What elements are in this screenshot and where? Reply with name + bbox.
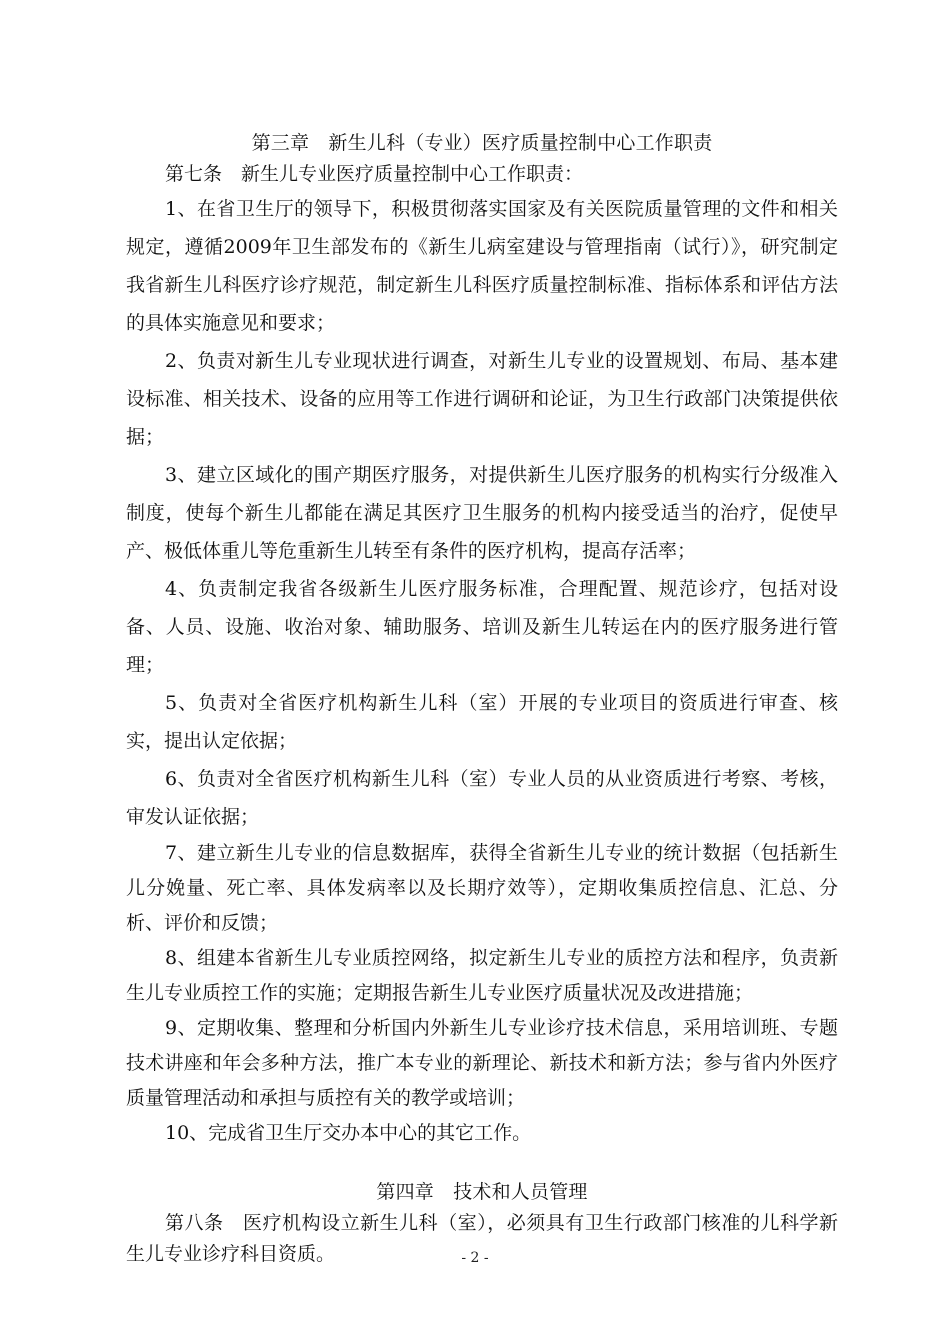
chapter-4-heading: 第四章 技术和人员管理 [376,1181,588,1203]
page-content [126,128,838,1270]
duty-item-7: 7、建立新生儿专业的信息数据库，获得全省新生儿专业的统计数据（包括新生儿分娩量、死亡率、具体发病率以及长期疗效等），定期收集质控信息、汇总、分析、评价和反馈； [126,842,838,934]
duty-item-5: 5、负责对全省医疗机构新生儿科（室）开展的专业项目的资质进行审查、核实，提出认定依据； [126,692,838,752]
duty-item-1: 1、在省卫生厅的领导下，积极贯彻落实国家及有关医院质量管理的文件和相关规定，遵循2009年卫生部发布的《新生儿病室建设与管理指南（试行）》，研究制定我省新生儿科医疗诊疗规范，制定新生儿科医疗质量控制标准、指标体系和评估方法的具体实施意见和要求； [126,198,838,334]
page-number: - 2 - [461,1250,489,1266]
chapter-3-heading: 第三章 新生儿科（专业）医疗质量控制中心工作职责 [251,132,713,154]
duty-item-6: 6、负责对全省医疗机构新生儿科（室）专业人员的从业资质进行考察、考核，审发认证依据； [126,768,838,828]
duty-item-8: 8、组建本省新生儿专业质控网络，拟定新生儿专业的质控方法和程序，负责新生儿专业质控工作的实施；定期报告新生儿专业医疗质量状况及改进措施； [126,947,838,1004]
duty-item-10: 10、完成省卫生厅交办本中心的其它工作。 [165,1122,532,1144]
article-8-text: 第八条 医疗机构设立新生儿科（室），必须具有卫生行政部门核准的儿科学新生儿专业诊疗科目资质。 [126,1212,838,1265]
section-spacer [126,1151,838,1177]
duty-item-2: 2、负责对新生儿专业现状进行调查，对新生儿专业的设置规划、布局、基本建设标准、相关技术、设备的应用等工作进行调研和论证，为卫生行政部门决策提供依据； [126,350,838,448]
article-7-heading: 第七条 新生儿专业医疗质量控制中心工作职责： [165,163,584,185]
duty-item-3: 3、建立区域化的围产期医疗服务，对提供新生儿医疗服务的机构实行分级准入制度，使每个新生儿都能在满足其医疗卫生服务的机构内接受适当的治疗，促使早产、极低体重儿等危重新生儿转至有条件的医疗机构，提高存活率； [126,464,838,562]
duty-item-9: 9、定期收集、整理和分析国内外新生儿专业诊疗技术信息，采用培训班、专题技术讲座和年会多种方法，推广本专业的新理论、新技术和新方法；参与省内外医疗质量管理活动和承担与质控有关的教学或培训； [126,1017,838,1109]
duty-item-4: 4、负责制定我省各级新生儿医疗服务标准，合理配置、规范诊疗，包括对设备、人员、设施、收治对象、辅助服务、培训及新生儿转运在内的医疗服务进行管理； [126,578,838,676]
